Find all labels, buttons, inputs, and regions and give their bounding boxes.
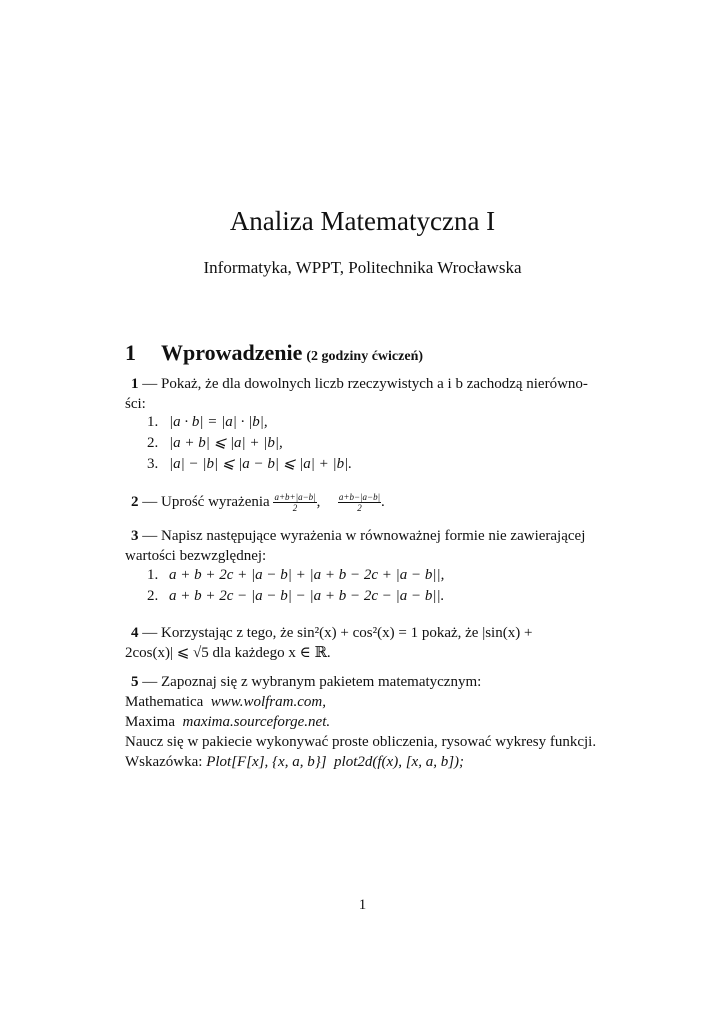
document-subtitle: Informatyka, WPPT, Politechnika Wrocławska <box>203 258 522 277</box>
maxima-url: maxima.sourceforge.net. <box>182 714 331 730</box>
hint-code-2: plot2d(f(x), [x, a, b]); <box>334 754 465 770</box>
section-heading <box>125 340 605 366</box>
list-item: 1. a + b + 2c + |a − b| + |a + b − 2c + |a − b||, <box>147 567 445 583</box>
exercise-2-text: — Uprość wyrażenia <box>142 494 270 510</box>
exercise-3-line-2: wartości bezwzględnej: <box>125 548 267 564</box>
exercise-4-line-2: 2cos(x)| ⩽ √5 dla każdego x ∈ ℝ. <box>125 645 331 661</box>
mathematica-url: www.wolfram.com, <box>210 694 326 710</box>
maxima-label: Maxima <box>125 714 175 730</box>
section-note: (2 godziny ćwiczeń) <box>306 349 424 364</box>
exercise-1-line-2: ści: <box>125 396 146 412</box>
section-title: Wprowadzenie <box>161 340 303 365</box>
exercise-1-number: 1 <box>131 376 139 392</box>
hint-code-1: Plot[F[x], {x, a, b}] <box>206 754 327 770</box>
exercise-4-number: 4 <box>131 625 139 641</box>
fraction-2: $\frac{a+b-|a-b|}{2}$ <box>338 492 381 514</box>
exercise-1-list <box>147 412 352 475</box>
exercise-5-line-1: — Zapoznaj się z wybranym pakietem matematycznym: <box>142 674 482 690</box>
exercise-2: 2 — Uprość wyrażenia $\frac{a+b+|a-b|}{2}$ , $\frac{a+b-|a-b|}{2}$ . <box>131 492 385 514</box>
page-number: 1 <box>358 897 367 913</box>
exercise-4 <box>125 623 600 663</box>
list-item: 1. |a · b| = |a| · |b|, <box>147 414 268 430</box>
exercise-3-list <box>147 565 444 607</box>
exercise-1-line-1: — Pokaż, że dla dowolnych liczb rzeczywistych a i b zachodzą nierówno- <box>142 376 588 392</box>
exercise-3-number: 3 <box>131 528 139 544</box>
exercise-5-line-4: Naucz się w pakiecie wykonywać proste obliczenia, rysować wykresy funkcji. <box>125 734 597 750</box>
mathematica-label: Mathematica <box>125 694 204 710</box>
list-item: 3. |a| − |b| ⩽ |a − b| ⩽ |a| + |b|. <box>147 456 352 472</box>
exercise-5-number: 5 <box>131 674 139 690</box>
exercise-5 <box>125 672 600 772</box>
document-title: Analiza Matematyczna I <box>229 206 496 236</box>
list-item: 2. |a + b| ⩽ |a| + |b|, <box>147 435 283 451</box>
exercise-3 <box>125 526 600 566</box>
exercise-3-line-1: — Napisz następujące wyrażenia w równoważnej formie nie zawierającej <box>142 528 586 544</box>
exercise-2-number: 2 <box>131 494 139 510</box>
exercise-4-line-1: — Korzystając z tego, że sin²(x) + cos²(x) = 1 pokaż, że |sin(x) + <box>142 625 533 641</box>
exercise-1 <box>125 374 600 414</box>
fraction-1: $\frac{a+b+|a-b|}{2}$ <box>274 492 316 514</box>
list-item: 2. a + b + 2c − |a − b| − |a + b − 2c − |a − b||. <box>147 588 445 604</box>
hint-label: Wskazówka: <box>125 754 203 770</box>
section-number: 1 <box>125 340 136 365</box>
